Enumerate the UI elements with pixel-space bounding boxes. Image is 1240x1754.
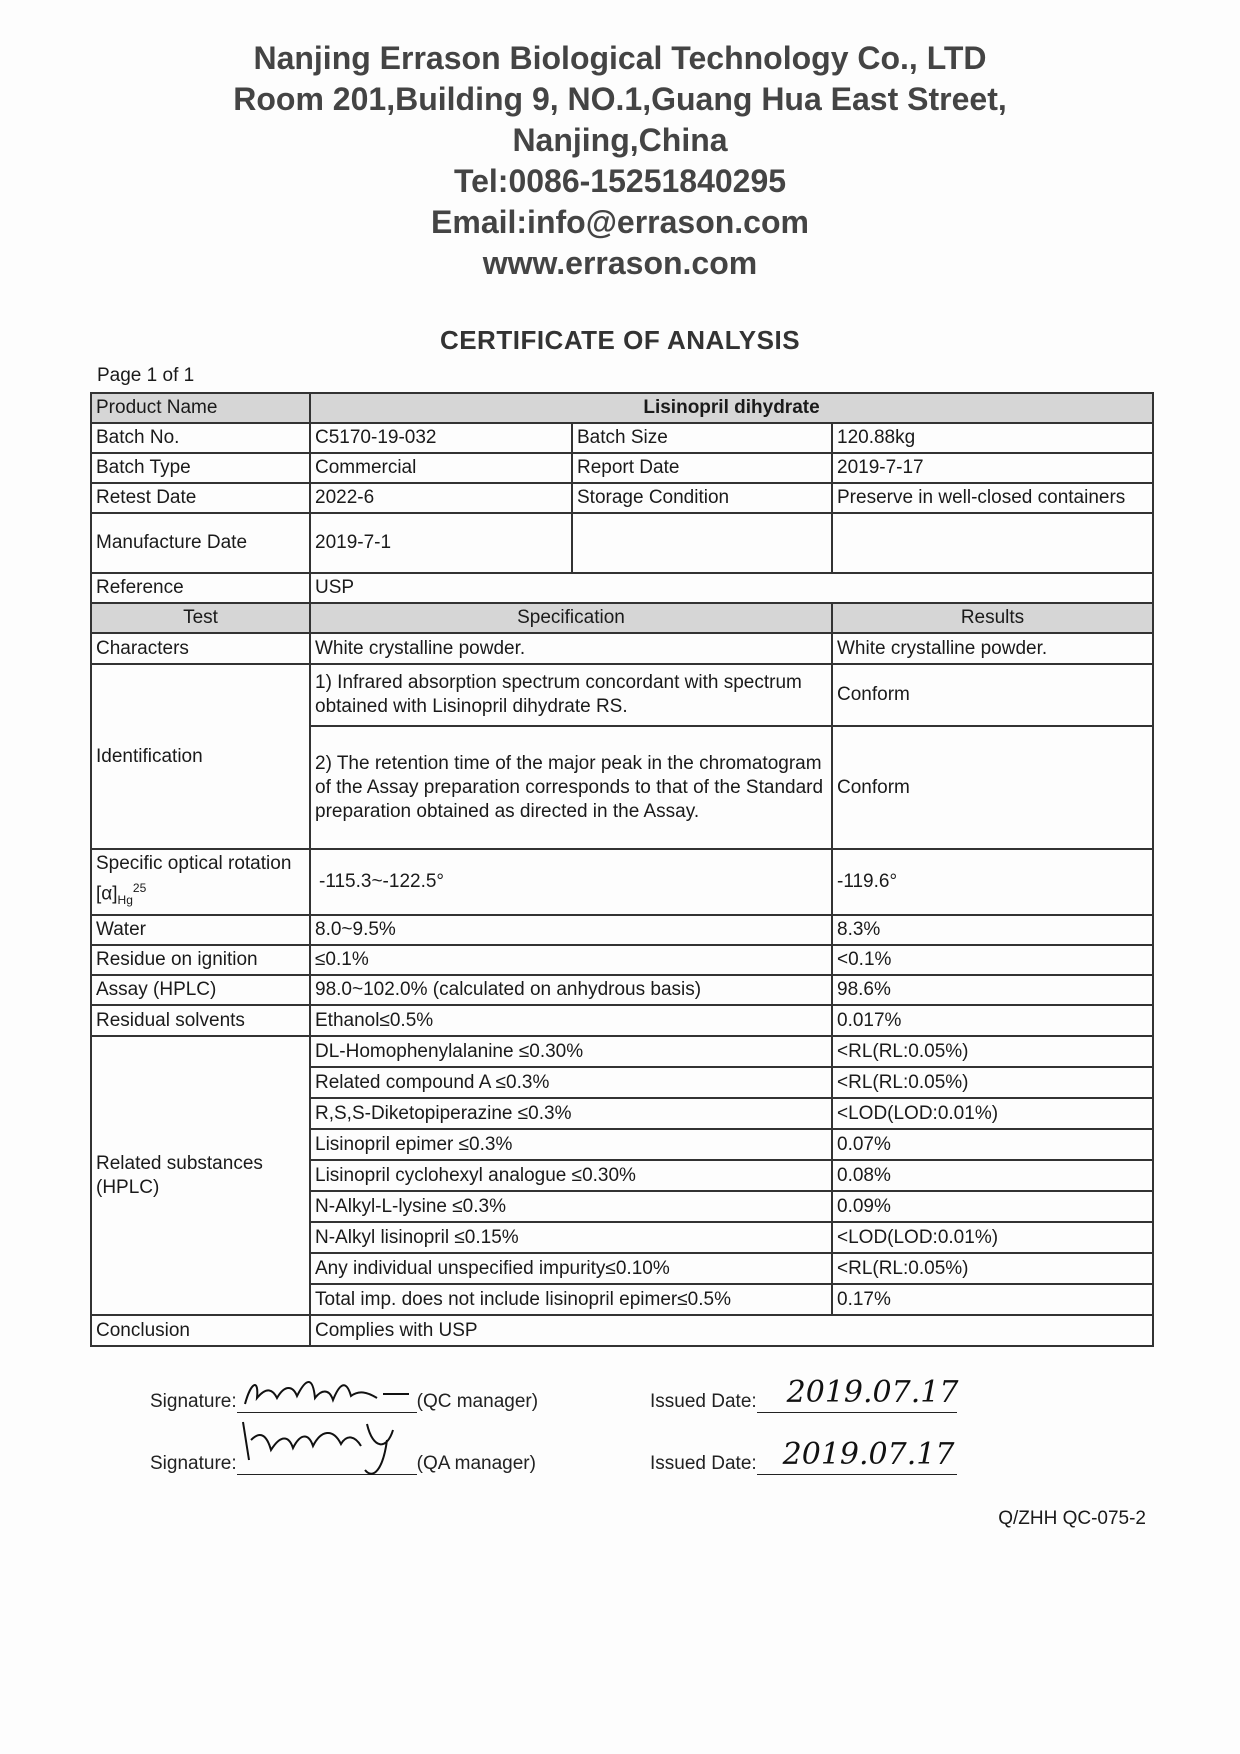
test-name: Assay (HPLC)	[91, 975, 310, 1005]
qa-signature-line	[237, 1442, 417, 1475]
row-solvents	[91, 1005, 1153, 1036]
empty-cell	[572, 513, 832, 573]
batch-no-value: C5170-19-032	[310, 423, 572, 453]
report-date-label: Report Date	[572, 453, 832, 483]
qc-signature-block	[150, 1380, 538, 1413]
test-spec: -115.3~-122.5°	[310, 849, 832, 915]
qa-issued-block	[650, 1437, 957, 1475]
test-spec: N-Alkyl lisinopril ≤0.15%	[310, 1222, 832, 1253]
batch-type-value: Commercial	[310, 453, 572, 483]
retest-date-value: 2022-6	[310, 483, 572, 513]
company-address-line2: Nanjing,China	[512, 122, 728, 158]
test-name	[91, 849, 310, 915]
empty-cell	[832, 513, 1153, 573]
row-product-name	[91, 393, 1153, 423]
issued-date-label: Issued Date:	[650, 1391, 757, 1412]
test-name: Characters	[91, 633, 310, 664]
test-result: <LOD(LOD:0.01%)	[832, 1222, 1153, 1253]
qa-signature-block	[150, 1442, 536, 1475]
qa-handwritten-signature	[237, 1410, 417, 1480]
company-address-line1: Room 201,Building 9, NO.1,Guang Hua East Street,	[233, 81, 1007, 117]
company-header	[0, 38, 1240, 284]
qa-issued-line	[757, 1437, 957, 1475]
test-name: Identification	[91, 664, 310, 849]
qc-issued-block	[650, 1375, 959, 1413]
reference-label: Reference	[91, 573, 310, 603]
row-related	[91, 1036, 1153, 1067]
test-spec: Related compound A ≤0.3%	[310, 1067, 832, 1098]
test-spec: Ethanol≤0.5%	[310, 1005, 832, 1036]
rotation-name: Specific optical rotation	[96, 853, 292, 874]
signature-label: Signature:	[150, 1391, 237, 1412]
test-name: Residual solvents	[91, 1005, 310, 1036]
test-result: <RL(RL:0.05%)	[832, 1253, 1153, 1284]
qc-issued-date: 2019.07.17	[786, 1375, 959, 1410]
qc-issued-line	[757, 1375, 959, 1413]
column-header-test: Test	[91, 603, 310, 633]
manufacture-date-label: Manufacture Date	[91, 513, 310, 573]
row-water	[91, 915, 1153, 945]
row-manufacture-date	[91, 513, 1153, 573]
test-result: Conform	[832, 664, 1153, 726]
analysis-table	[90, 392, 1154, 1347]
batch-no-label: Batch No.	[91, 423, 310, 453]
row-assay	[91, 975, 1153, 1005]
row-retest-date	[91, 483, 1153, 513]
company-tel: Tel:0086-15251840295	[453, 163, 787, 199]
product-name-label: Product Name	[91, 393, 310, 423]
test-name: Water	[91, 915, 310, 945]
signature-label: Signature:	[150, 1453, 237, 1474]
test-result: -119.6°	[832, 849, 1153, 915]
column-header-row	[91, 603, 1153, 633]
batch-type-label: Batch Type	[91, 453, 310, 483]
qc-signature-line	[237, 1380, 417, 1413]
company-website: www.errason.com	[482, 245, 758, 281]
test-spec: 98.0~102.0% (calculated on anhydrous basis)	[310, 975, 832, 1005]
test-spec: R,S,S-Diketopiperazine ≤0.3%	[310, 1098, 832, 1129]
product-name-value: Lisinopril dihydrate	[310, 393, 1153, 423]
test-result: 0.17%	[832, 1284, 1153, 1315]
test-result: White crystalline powder.	[832, 633, 1153, 664]
row-conclusion	[91, 1315, 1153, 1346]
row-residue	[91, 945, 1153, 975]
rotation-superscript: 25	[132, 881, 147, 895]
qc-role: (QC manager)	[416, 1391, 539, 1412]
test-result: <LOD(LOD:0.01%)	[832, 1098, 1153, 1129]
test-result: Conform	[832, 726, 1153, 849]
storage-value: Preserve in well-closed containers	[832, 483, 1153, 513]
test-spec: 8.0~9.5%	[310, 915, 832, 945]
row-characters	[91, 633, 1153, 664]
report-date-value: 2019-7-17	[832, 453, 1153, 483]
test-spec: Total imp. does not include lisinopril epimer≤0.5%	[310, 1284, 832, 1315]
company-email: Email:info@errason.com	[431, 204, 809, 240]
reference-value: USP	[310, 573, 1153, 603]
row-identification-1	[91, 664, 1153, 726]
test-result: <RL(RL:0.05%)	[832, 1067, 1153, 1098]
test-result: 8.3%	[832, 915, 1153, 945]
conclusion-text: Complies with USP	[310, 1315, 1153, 1346]
test-name: Conclusion	[91, 1315, 310, 1346]
test-spec: 2) The retention time of the major peak in the chromatogram of the Assay preparation corresponds to that of the Standard preparation obtained as directed in the Assay.	[310, 726, 832, 849]
column-header-specification: Specification	[310, 603, 832, 633]
test-spec: Lisinopril epimer ≤0.3%	[310, 1129, 832, 1160]
test-spec: Any individual unspecified impurity≤0.10%	[310, 1253, 832, 1284]
test-spec: Lisinopril cyclohexyl analogue ≤0.30%	[310, 1160, 832, 1191]
qa-issued-date: 2019.07.17	[782, 1437, 955, 1472]
rotation-symbol: [α]	[96, 883, 118, 905]
retest-date-label: Retest Date	[91, 483, 310, 513]
column-header-results: Results	[832, 603, 1153, 633]
batch-size-label: Batch Size	[572, 423, 832, 453]
qa-role: (QA manager)	[416, 1453, 536, 1474]
row-batch-no	[91, 423, 1153, 453]
rotation-subscript: Hg	[117, 893, 133, 908]
manufacture-date-value: 2019-7-1	[310, 513, 572, 573]
row-batch-type	[91, 453, 1153, 483]
company-name: Nanjing Errason Biological Technology Co., LTD	[253, 40, 987, 76]
row-optical-rotation	[91, 849, 1153, 915]
test-spec: ≤0.1%	[310, 945, 832, 975]
test-result: 0.08%	[832, 1160, 1153, 1191]
document-title: CERTIFICATE OF ANALYSIS	[439, 325, 801, 355]
test-result: 0.017%	[832, 1005, 1153, 1036]
test-result: <RL(RL:0.05%)	[832, 1036, 1153, 1067]
test-result: 0.09%	[832, 1191, 1153, 1222]
test-spec: N-Alkyl-L-lysine ≤0.3%	[310, 1191, 832, 1222]
test-spec: 1) Infrared absorption spectrum concordant with spectrum obtained with Lisinopril dihydrate RS.	[310, 664, 832, 726]
test-spec: DL-Homophenylalanine ≤0.30%	[310, 1036, 832, 1067]
test-result: 0.07%	[832, 1129, 1153, 1160]
test-name: Related substances (HPLC)	[91, 1036, 310, 1315]
row-reference	[91, 573, 1153, 603]
page-number: Page 1 of 1	[97, 365, 195, 386]
batch-size-value: 120.88kg	[832, 423, 1153, 453]
document-code: Q/ZHH QC-075-2	[998, 1508, 1146, 1529]
issued-date-label: Issued Date:	[650, 1453, 757, 1474]
test-spec: White crystalline powder.	[310, 633, 832, 664]
test-name: Residue on ignition	[91, 945, 310, 975]
storage-label: Storage Condition	[572, 483, 832, 513]
test-result: 98.6%	[832, 975, 1153, 1005]
test-result: <0.1%	[832, 945, 1153, 975]
